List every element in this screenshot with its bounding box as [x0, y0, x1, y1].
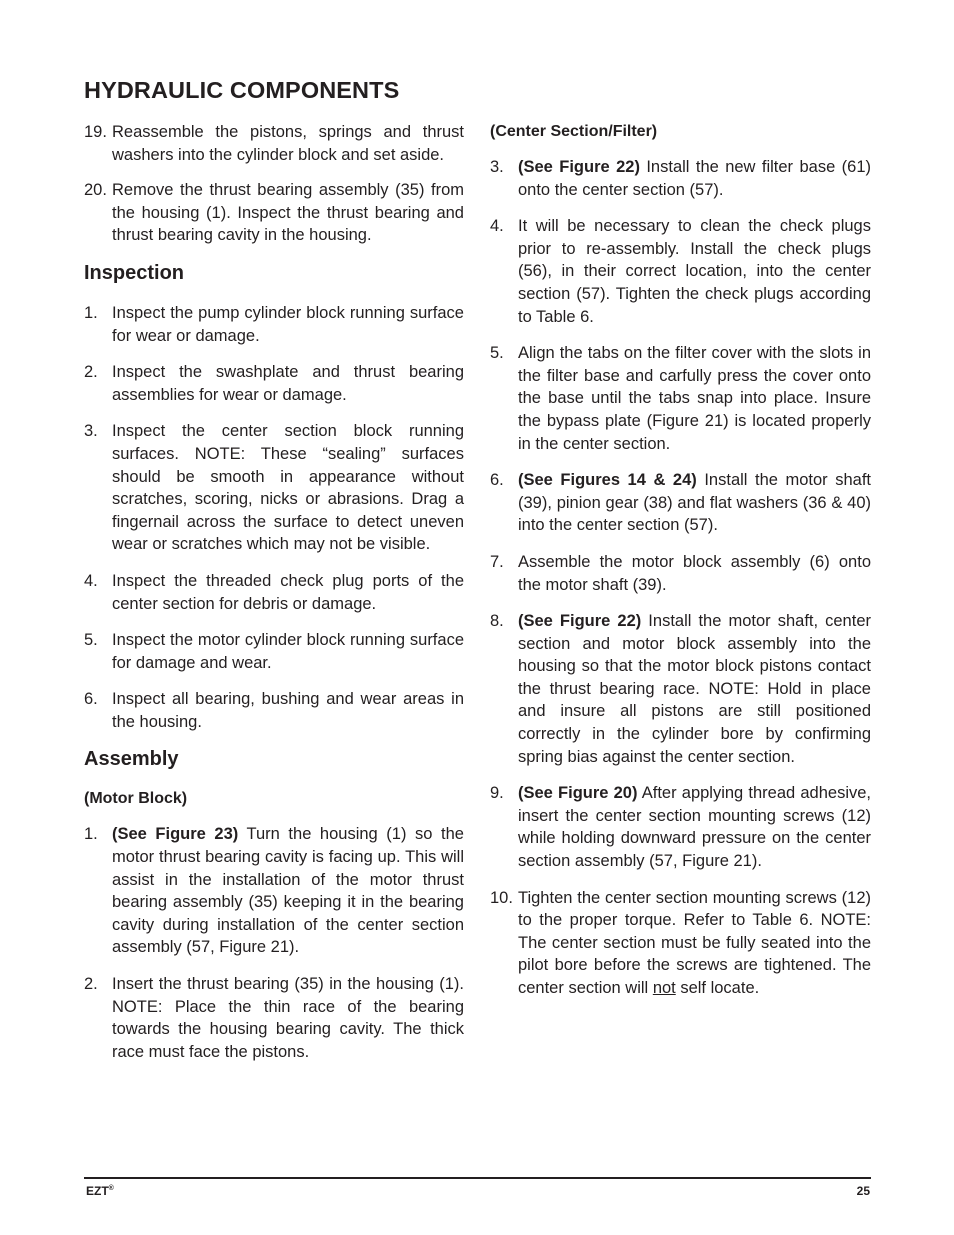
- item-number: 5.: [84, 631, 98, 650]
- brand-name: EZT: [86, 1184, 109, 1198]
- item-text: Tighten the center section mounting screws (12) to the proper torque. Refer to Table 6. NOTE: The center section must be fully seated into the pilot bore before the screws are tightened. The center section will: [518, 888, 871, 997]
- item-text: Install the motor shaft (39), pinion gear (38) and flat washers (36 & 40) into the center section (57).: [518, 471, 872, 535]
- item-number: 6.: [84, 690, 98, 709]
- item-number: 19.: [84, 123, 107, 141]
- item-number: 1.: [84, 303, 98, 322]
- item-text: Remove the thrust bearing assembly (35) from the housing (1). Inspect the thrust bearing and thrust bearing cavity in the housing.: [112, 181, 464, 245]
- item-text: Assemble the motor block assembly (6) onto the motor shaft (39).: [518, 552, 871, 594]
- item-text: Inspect all bearing, bushing and wear areas in the housing.: [112, 690, 464, 731]
- figure-reference: (See Figure 23): [112, 825, 239, 844]
- list-item: [490, 610, 871, 768]
- list-item: [84, 302, 464, 347]
- item-number: 4.: [490, 217, 504, 236]
- assembly-heading: Assembly: [84, 748, 179, 771]
- inspection-heading: Inspection: [84, 261, 185, 284]
- footer-rule: [84, 1177, 871, 1179]
- center-section-subheading: (Center Section/Filter): [490, 123, 658, 140]
- item-number: 10.: [490, 888, 513, 907]
- item-text: Insert the thrust bearing (35) in the housing (1). NOTE: Place the thin race of the bearing towards the housing bearing cavity. The thick race must face the pistons.: [112, 975, 464, 1061]
- item-number: 4.: [84, 571, 98, 590]
- list-item: [84, 121, 464, 166]
- motor-block-subheading: (Motor Block): [84, 790, 188, 808]
- item-text: Install the new filter base (61) onto the center section (57).: [518, 158, 871, 199]
- figure-reference: (See Figure 22): [518, 158, 640, 176]
- item-number: 1.: [84, 825, 98, 844]
- item-text: Turn the housing (1) so the motor thrust bearing cavity is facing up. This will assist in the installation of the motor thrust bearing assembly (35) keeping it in the bearing cavity during installation of the center section assembly (57, Figure 21).: [112, 825, 464, 957]
- item-text: Install the motor shaft, center section and motor block assembly into the housing so that the motor block pistons contact the thrust bearing race. NOTE: Hold in place and insure all pistons are still positioned correctly in the cylinder bore by confirming spring bias against the center section.: [518, 612, 871, 766]
- item-number: 7.: [490, 552, 504, 571]
- item-number: 20.: [84, 181, 107, 200]
- page-number: 25: [856, 1184, 870, 1198]
- item-number: 3.: [84, 422, 98, 441]
- list-item: [490, 215, 871, 328]
- item-text: Inspect the threaded check plug ports of the center section for debris or damage.: [112, 571, 464, 613]
- item-text: Inspect the pump cylinder block running surface for wear or damage.: [112, 303, 464, 345]
- list-item: [84, 570, 464, 615]
- item-number: 5.: [490, 344, 504, 363]
- list-item: [84, 179, 464, 247]
- item-number: 2.: [84, 975, 98, 994]
- item-text: Inspect the swashplate and thrust bearing assemblies for wear or damage.: [112, 363, 464, 404]
- list-item: [490, 342, 871, 455]
- list-item: [84, 973, 464, 1063]
- list-item: [490, 156, 871, 201]
- list-item: [84, 688, 464, 733]
- list-item: [84, 823, 464, 959]
- item-text: Align the tabs on the filter cover with the slots in the filter base and carfully press the cover onto the base until the tabs snap into place. Insure the bypass plate (Figure 21) is located properly in the center section.: [518, 344, 871, 453]
- item-number: 6.: [490, 471, 504, 490]
- item-text: It will be necessary to clean the check plugs prior to re-assembly. Install the check plugs (56), in their correct location, into the center section (57). Tighten the check plugs according to Table 6.: [518, 217, 871, 326]
- list-item: [84, 420, 464, 556]
- list-item: [490, 551, 871, 596]
- emphasis-not: not: [652, 979, 676, 997]
- item-text: Inspect the motor cylinder block running surface for damage and wear.: [112, 631, 464, 672]
- item-text: Reassemble the pistons, springs and thrust washers into the cylinder block and set aside.: [112, 123, 464, 164]
- item-text: After applying thread adhesive, insert the center section mounting screws (12) while holding downward pressure on the center section assembly (57, Figure 21).: [518, 784, 872, 871]
- footer-brand: [86, 1184, 114, 1198]
- page-title: HYDRAULIC COMPONENTS: [84, 77, 400, 103]
- list-item: [84, 361, 464, 406]
- item-number: 8.: [490, 612, 504, 631]
- figure-reference: (See Figures 14 & 24): [518, 471, 697, 490]
- item-text: Inspect the center section block running surfaces. NOTE: These “sealing” surfaces should be smooth in appearance without scratches, scoring, nicks or abrasions. Drag a fingernail across the surface to detect uneven wear or scratches which may not be visible.: [112, 422, 464, 554]
- registered-mark: ®: [108, 1185, 114, 1192]
- figure-reference: (See Figure 22): [518, 612, 642, 631]
- item-number: 2.: [84, 363, 98, 382]
- item-number: 9.: [490, 784, 504, 803]
- list-item: [490, 887, 871, 1000]
- list-item: [84, 629, 464, 674]
- left-column: [84, 121, 464, 1077]
- item-text: self locate.: [675, 979, 760, 997]
- right-column: [490, 121, 871, 1014]
- list-item: [490, 782, 871, 872]
- list-item: [490, 469, 871, 537]
- item-number: 3.: [490, 158, 504, 176]
- figure-reference: (See Figure 20): [518, 784, 638, 803]
